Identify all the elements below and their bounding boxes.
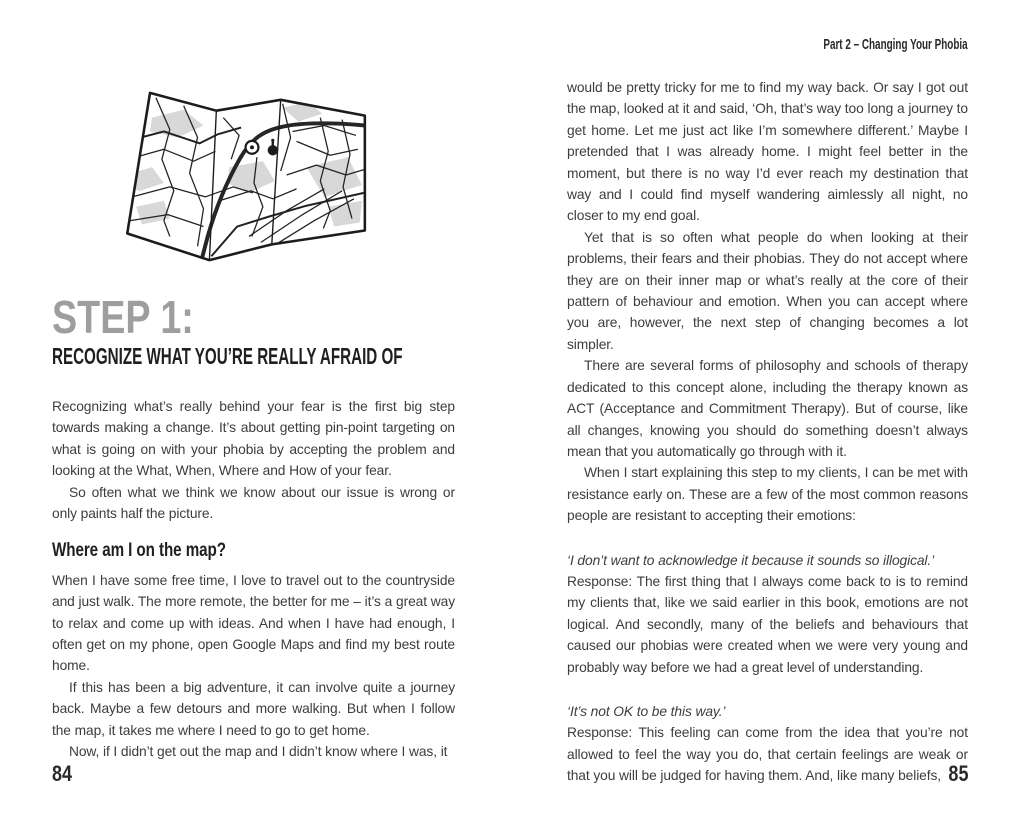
response-paragraph: Response: This feeling can come from the idea that you’re not allowed to feel the way you do, that certain feelings are weak or that you will be judged for having them. And, like many beliefs, [567,725,968,784]
paragraph: Now, if I didn’t get out the map and I didn’t know where I was, it [69,744,448,760]
left-page-body [52,396,455,763]
response-paragraph: Response: The first thing that I always come back to is to remind my clients that, like we said earlier in this book, emotions are not logical. And secondly, many of the beliefs and behaviours that caused our phobias were created when we were very young and probably way before we had a great level of understanding. [567,573,968,675]
page-left [52,0,455,816]
paragraph: When I start explaining this step to my clients, I can be met with resistance early on. These are a few of the most common reasons people are resistant to accepting their emotions: [567,465,968,524]
right-page-body [567,77,968,787]
section-heading: Where am I on the map? [52,540,226,562]
start-circle-marker [246,141,259,154]
page-number-right: 85 [947,761,968,786]
page-number-left: 84 [52,761,73,786]
folded-map-illustration [110,80,392,278]
client-quote: ‘I don’t want to acknowledge it because it sounds so illogical.’ [567,552,935,568]
paragraph: Yet that is so often what people do when looking at their problems, their fears and their phobias. They do not accept where they are on their inner map or what’s really at the core of their pattern of behaviour and emotion. When you can accept where you are, however, the next step of changing becomes a lot simpler. [567,229,968,352]
paragraph: Recognizing what’s really behind your fear is the first big step towards making a change. It’s about getting pin-point targeting on what is going on with your phobia by accepting the problem and looking at the What, When, Where and How of your fear. [52,399,455,479]
paragraph: would be pretty tricky for me to find my way back. Or say I got out the map, looked at it and said, ‘Oh, that’s way too long a journey to get home. Let me just act like I’m somewhere different.’ Maybe I pretended that I was already home. I might feel better in the moment, but there is no way I’d ever reach my destination that way and I could find myself wandering aimlessly all night, no closer to my end goal. [567,80,968,224]
paragraph: When I have some free time, I love to travel out to the countryside and just walk. The more remote, the better for me – it’s a great way to relax and come up with ideas. And when I have had enough, I often get on my phone, open Google Maps and find my best route home. [52,572,455,674]
page-right [567,0,968,816]
client-quote: ‘It’s not OK to be this way.’ [567,703,726,719]
step-title: RECOGNIZE WHAT YOU’RE REALLY AFRAID OF [52,343,403,369]
paragraph: So often what we think we know about our issue is wrong or only paints half the picture. [52,484,455,522]
paragraph: There are several forms of philosophy and schools of therapy dedicated to this concept alone, including the therapy known as ACT (Acceptance and Commitment Therapy). But of course, like all changes, knowing you should do something doesn’t always mean that you automatically go through with it. [567,358,968,459]
running-header: Part 2 – Changing Your Phobia [823,36,968,53]
paragraph: If this has been a big adventure, it can involve quite a journey back. Maybe a few detours and more walking. But when I follow the map, it takes me where I need to go to get home. [52,679,455,738]
destination-pin-marker [268,139,278,156]
step-label: STEP 1: [52,291,194,343]
